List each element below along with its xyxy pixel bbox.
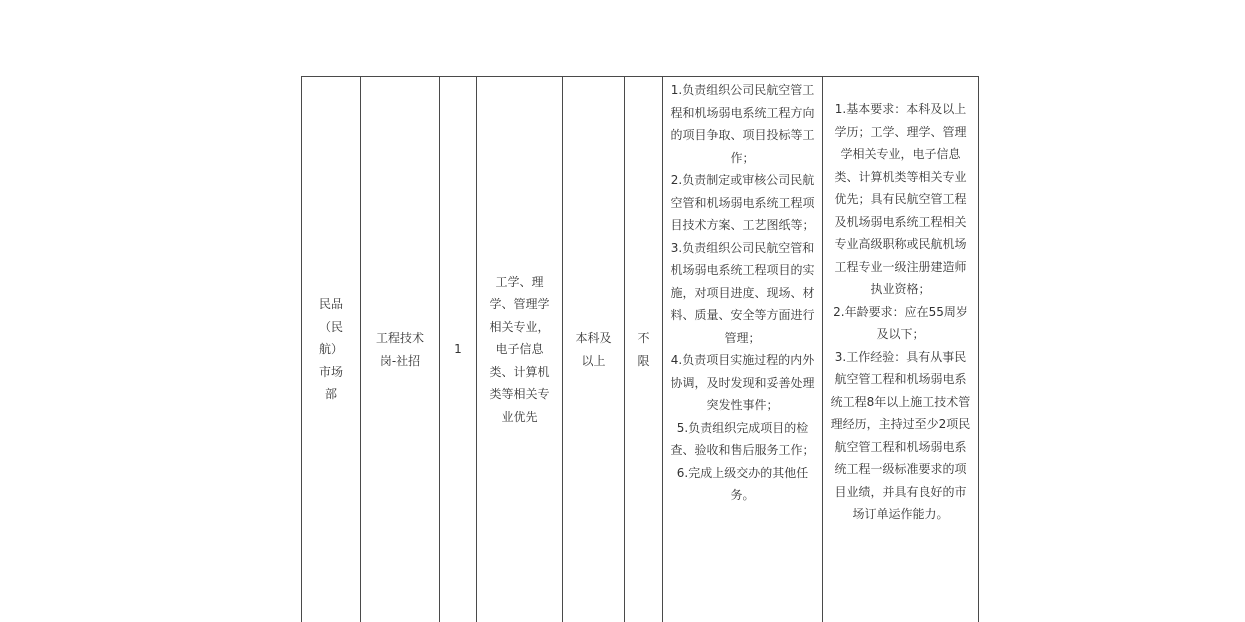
responsibilities-cell: [663, 77, 823, 622]
limit-text: 不限: [637, 331, 650, 368]
major-cell: [477, 77, 563, 622]
education-cell: [563, 77, 625, 622]
count-text: 1: [454, 342, 462, 357]
department-cell: [302, 77, 361, 622]
requirements-cell: [823, 77, 979, 622]
department-text: 民品（民航）市场部: [318, 297, 343, 402]
limit-cell: [625, 77, 663, 622]
table-row: [302, 77, 979, 622]
requirement-item: 3.工作经验：具有从事民航空管工程和机场弱电系统工程8年以上施工技术管理经历，主持过至少2项民航空管工程和机场弱电系统工程一级标准要求的项目业绩，并具有良好的市场订单运作能力。: [830, 349, 971, 521]
position-cell: [361, 77, 440, 622]
education-text: 本科及以上: [575, 331, 612, 368]
responsibility-item: 2.负责制定或审核公司民航空管和机场弱电系统工程项目技术方案、工艺图纸等；: [670, 173, 815, 232]
responsibility-item: 6.完成上级交办的其他任务。: [676, 465, 809, 502]
position-text: 工程技术岗-社招: [375, 331, 424, 368]
responsibility-item: 5.负责组织完成项目的检查、验收和售后服务工作；: [670, 420, 815, 457]
responsibility-item: 4.负责项目实施过程的内外协调，及时发现和妥善处理突发性事件；: [670, 353, 815, 412]
responsibility-item: 3.负责组织公司民航空管和机场弱电系统工程项目的实施，对项目进度、现场、材料、质量、安全等方面进行管理；: [670, 240, 815, 345]
requirement-item: 2.年龄要求：应在55周岁及以下；: [833, 304, 968, 341]
count-cell: [440, 77, 477, 622]
major-text: 工学、理学、管理学相关专业，电子信息类、计算机类等相关专业优先: [489, 274, 550, 424]
responsibility-item: 1.负责组织公司民航空管工程和机场弱电系统工程方向的项目争取、项目投标等工作；: [670, 83, 815, 165]
job-posting-table: [301, 76, 979, 622]
requirement-item: 1.基本要求：本科及以上学历；工学、理学、管理学相关专业，电子信息类、计算机类等相关专业优先；具有民航空管工程及机场弱电系统工程相关专业高级职称或民航机场工程专业一级注册建造师执业资格；: [834, 102, 967, 296]
